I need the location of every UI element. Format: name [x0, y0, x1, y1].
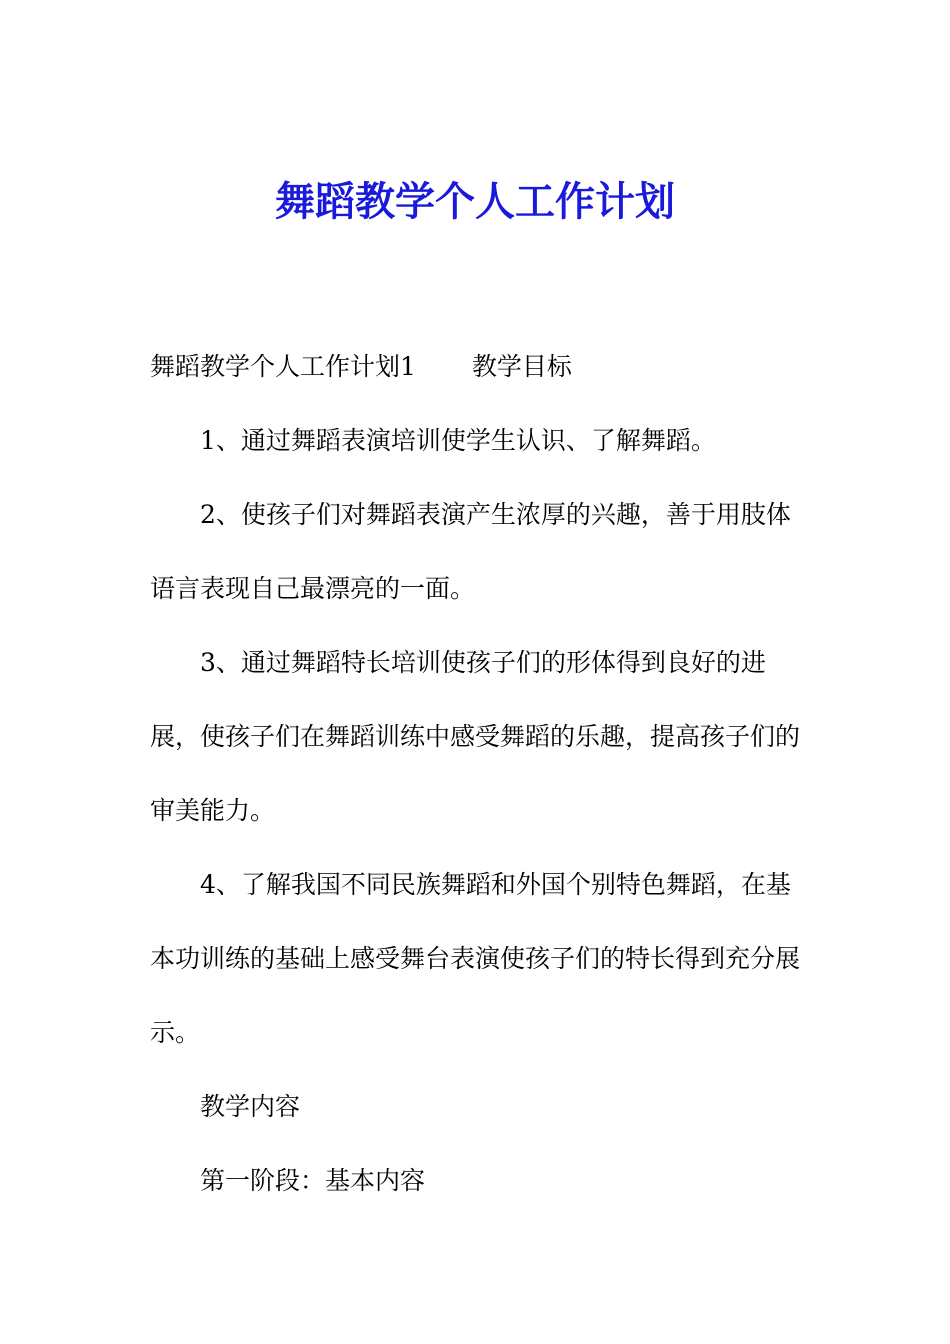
paragraph-2: 2、使孩子们对舞蹈表演产生浓厚的兴趣，善于用肢体语言表现自己最漂亮的一面。 [150, 500, 791, 603]
paragraph-1: 1、通过舞蹈表演培训使学生认识、了解舞蹈。 [200, 426, 716, 455]
document-body [150, 330, 805, 1218]
intro-heading: 舞蹈教学个人工作计划1 [150, 352, 416, 381]
section-goals-heading: 教学目标 [471, 352, 572, 381]
document-title: 舞蹈教学个人工作计划 [275, 179, 675, 225]
paragraph-3: 3、通过舞蹈特长培训使孩子们的形体得到良好的进展，使孩子们在舞蹈训练中感受舞蹈的乐趣，提高孩子们的审美能力。 [150, 648, 801, 825]
intro-line [150, 330, 805, 404]
paragraph-4: 4、了解我国不同民族舞蹈和外国个别特色舞蹈，在基本功训练的基础上感受舞台表演使孩子们的特长得到充分展示。 [150, 870, 801, 1047]
stage-one-heading: 第一阶段：基本内容 [200, 1166, 426, 1195]
section-content-heading: 教学内容 [200, 1092, 301, 1121]
